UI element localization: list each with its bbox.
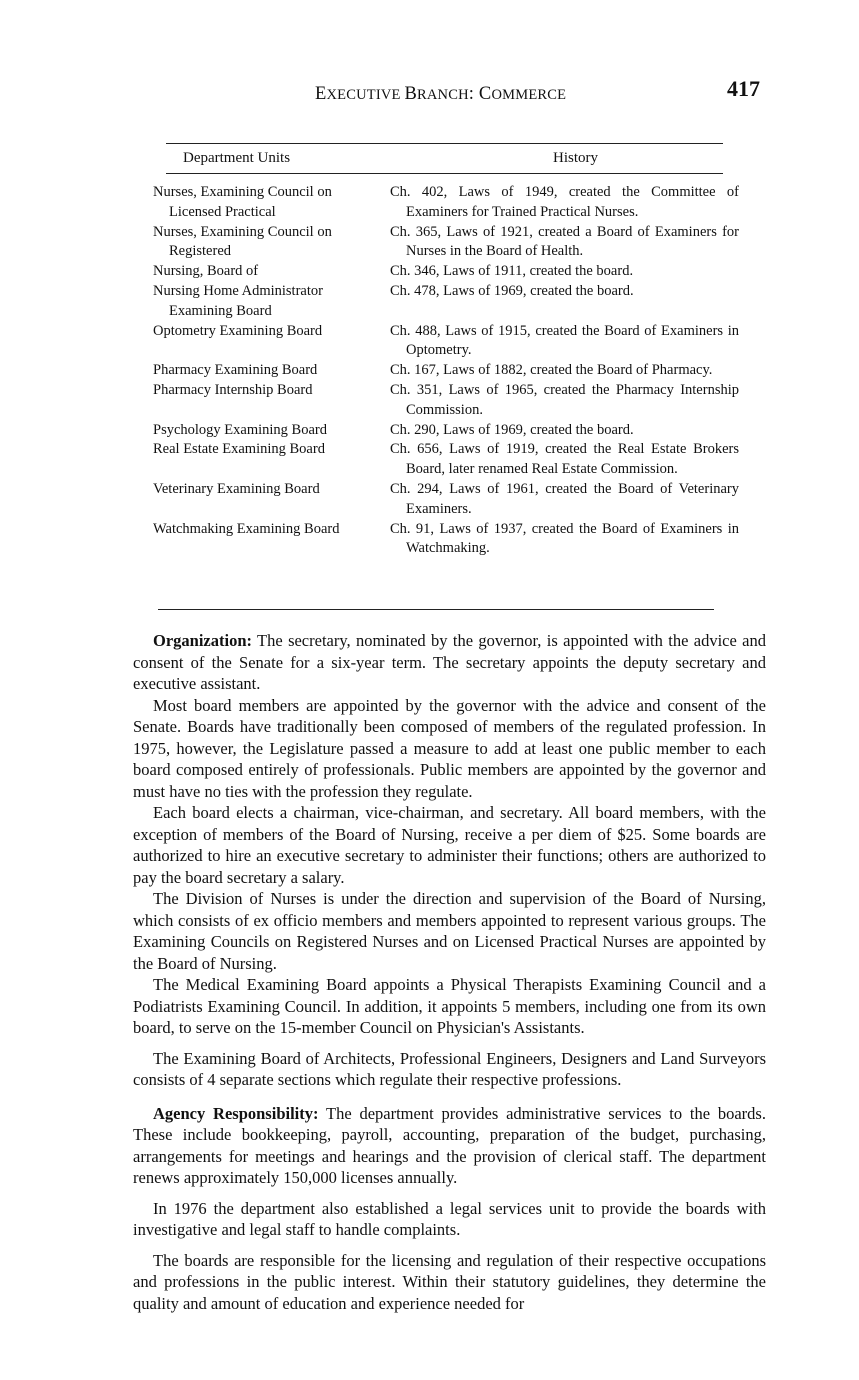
unit-cell: Veterinary Examining Board	[153, 480, 320, 497]
table-header-rule	[166, 173, 723, 174]
paragraph: Most board members are appointed by the governor with the advice and consent of the Senate. Boards have traditionally been composed of members of the regulated profession. In 1975, however, the Legislature passed a measure to add at least one public member to each board composed entirely of professionals. Public members are appointed by the governor and must have no ties with the profession they regulate.	[133, 695, 766, 801]
table-row	[153, 480, 739, 520]
unit-cell: Pharmacy Internship Board	[153, 381, 313, 398]
paragraph-organization: Organization: The secretary, nominated by the governor, is appointed with the advice and consent of the Senate for a six-year term. The secretary appoints the deputy secretary and executive assistant.	[133, 631, 766, 693]
paragraph: In 1976 the department also established a legal services unit to provide the boards with investigative and legal staff to handle complaints.	[133, 1198, 766, 1239]
table-row	[153, 262, 723, 282]
header-title: EXECUTIVE BRANCH: COMMERCE	[315, 84, 567, 104]
paragraph: The boards are responsible for the licensing and regulation of their respective occupations and professions in the public interest. Within their statutory guidelines, they determine the quality and amount of education and experience needed for	[133, 1250, 766, 1313]
history-cell: Ch. 346, Laws of 1911, created the board.	[390, 263, 634, 280]
paragraph: The Examining Board of Architects, Professional Engineers, Designers and Land Surveyors consists of 4 separate sections which regulate their respective professions.	[133, 1048, 766, 1089]
unit-cell: Real Estate Examining Board	[153, 441, 325, 458]
table-row	[153, 183, 739, 223]
history-cell: Ch. 478, Laws of 1969, created the board.	[390, 282, 634, 299]
history-cell: Ch. 294, Laws of 1961, created the Board of Veterinary Examiners.	[390, 480, 739, 517]
paragraph: The Medical Examining Board appoints a Physical Therapists Examining Council and a Podiatrists Examining Council. In addition, it appoints 5 members, including one from its own board, to serve on the 15-member Council on Physician's Assistants.	[133, 975, 766, 1037]
table-row	[153, 440, 739, 480]
history-cell: Ch. 167, Laws of 1882, created the Board of Pharmacy.	[390, 362, 713, 379]
paragraph-agency-responsibility: Agency Responsibility: The department provides administrative services to the boards. These include bookkeeping, payroll, accounting, preparation of the budget, purchasing, arrangements for meetings and hearings and the provision of clerical staff. The department renews approximately 150,000 licenses annually.	[133, 1103, 766, 1187]
history-cell: Ch. 488, Laws of 1915, created the Board of Examiners in Optometry.	[390, 322, 739, 359]
unit-cell: Optometry Examining Board	[153, 322, 323, 339]
paragraph: The Division of Nurses is under the direction and supervision of the Board of Nursing, which consists of ex officio members and members appointed to represent various groups. The Examining Councils on Registered Nurses and on Licensed Practical Nurses are appointed by the Board of Nursing.	[133, 889, 766, 973]
table-body	[153, 183, 739, 559]
column-header-history: History	[553, 150, 598, 166]
table-row	[153, 381, 739, 421]
table-row	[153, 520, 739, 560]
unit-cell: Nursing, Board of	[153, 263, 259, 280]
history-cell: Ch. 351, Laws of 1965, created the Pharmacy Internship Commission.	[390, 381, 739, 418]
organization-heading: Organization:	[153, 631, 252, 650]
unit-cell: Psychology Examining Board	[153, 421, 327, 438]
table-row	[153, 421, 723, 441]
unit-cell: Nurses, Examining Council on Licensed Practical	[153, 184, 332, 220]
running-header	[0, 76, 859, 112]
history-cell: Ch. 365, Laws of 1921, created a Board of Examiners for Nurses in the Board of Health.	[390, 223, 739, 260]
table-row	[153, 322, 739, 362]
history-cell: Ch. 402, Laws of 1949, created the Committee of Examiners for Trained Practical Nurses.	[390, 184, 739, 220]
table-bottom-rule	[158, 609, 714, 610]
agency-responsibility-heading: Agency Responsibility:	[153, 1103, 319, 1123]
unit-cell: Nursing Home Administrator Examining Board	[153, 282, 323, 319]
body-text	[133, 630, 766, 1314]
unit-cell: Watchmaking Examining Board	[153, 520, 340, 537]
history-cell: Ch. 91, Laws of 1937, created the Board of Examiners in Watchmaking.	[390, 520, 739, 557]
table-row	[153, 223, 739, 263]
unit-cell: Pharmacy Examining Board	[153, 362, 318, 379]
history-cell: Ch. 290, Laws of 1969, created the board.	[390, 421, 634, 438]
page-number: 417	[727, 76, 760, 101]
unit-cell: Nurses, Examining Council on Registered	[153, 223, 332, 260]
table-top-rule	[166, 143, 723, 144]
history-cell: Ch. 656, Laws of 1919, created the Real Estate Brokers Board, later renamed Real Estate Commission.	[390, 441, 739, 478]
paragraph: Each board elects a chairman, vice-chairman, and secretary. All board members, with the exception of members of the Board of Nursing, receive a per diem of $25. Some boards are authorized to hire an executive secretary to administer their functions; others are authorized to pay the board secretary a salary.	[133, 803, 766, 887]
column-header-department-units: Department Units	[183, 150, 291, 166]
table-row	[153, 361, 723, 381]
table-row	[153, 282, 723, 322]
